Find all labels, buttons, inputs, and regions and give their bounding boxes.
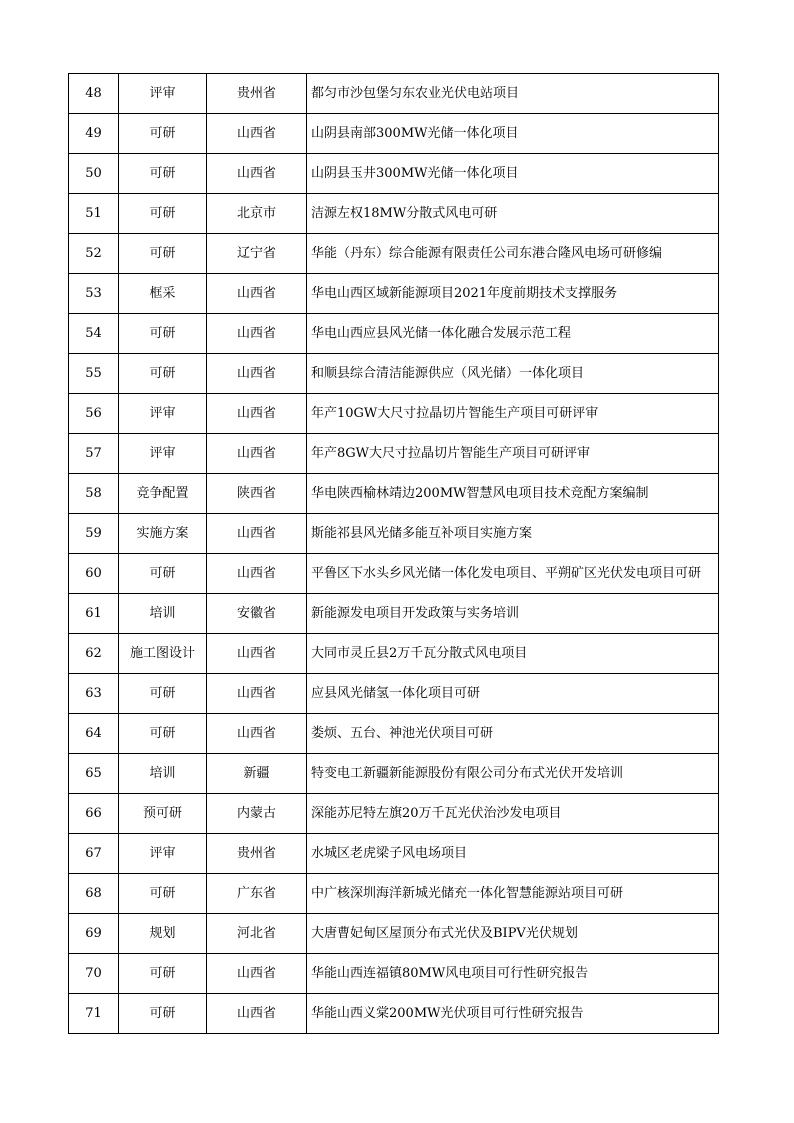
work-type-cell: 可研 <box>119 314 207 354</box>
province-cell: 山西省 <box>207 274 307 314</box>
project-name-cell: 深能苏尼特左旗20万千瓦光伏治沙发电项目 <box>307 794 719 834</box>
row-number-cell: 69 <box>69 914 119 954</box>
row-number-cell: 65 <box>69 754 119 794</box>
work-type-cell: 可研 <box>119 954 207 994</box>
row-number-cell: 53 <box>69 274 119 314</box>
row-number-cell: 51 <box>69 194 119 234</box>
table-row <box>69 394 719 434</box>
row-number-cell: 58 <box>69 474 119 514</box>
work-type-cell: 可研 <box>119 354 207 394</box>
province-cell: 山西省 <box>207 394 307 434</box>
row-number-cell: 62 <box>69 634 119 674</box>
province-cell: 山西省 <box>207 554 307 594</box>
province-cell: 山西省 <box>207 154 307 194</box>
work-type-cell: 可研 <box>119 674 207 714</box>
row-number-cell: 56 <box>69 394 119 434</box>
row-number-cell: 71 <box>69 994 119 1034</box>
project-table <box>68 73 719 1034</box>
province-cell: 山西省 <box>207 514 307 554</box>
row-number-cell: 54 <box>69 314 119 354</box>
province-cell: 山西省 <box>207 434 307 474</box>
province-cell: 陕西省 <box>207 474 307 514</box>
row-number-cell: 67 <box>69 834 119 874</box>
table-row <box>69 794 719 834</box>
project-name-cell: 年产10GW大尺寸拉晶切片智能生产项目可研评审 <box>307 394 719 434</box>
province-cell: 山西省 <box>207 674 307 714</box>
row-number-cell: 61 <box>69 594 119 634</box>
table-row <box>69 234 719 274</box>
row-number-cell: 50 <box>69 154 119 194</box>
province-cell: 山西省 <box>207 994 307 1034</box>
work-type-cell: 评审 <box>119 834 207 874</box>
province-cell: 新疆 <box>207 754 307 794</box>
work-type-cell: 可研 <box>119 874 207 914</box>
table-row <box>69 154 719 194</box>
province-cell: 山西省 <box>207 114 307 154</box>
project-name-cell: 年产8GW大尺寸拉晶切片智能生产项目可研评审 <box>307 434 719 474</box>
project-name-cell: 平鲁区下水头乡风光储一体化发电项目、平朔矿区光伏发电项目可研 <box>307 554 719 594</box>
project-name-cell: 娄烦、五台、神池光伏项目可研 <box>307 714 719 754</box>
project-name-cell: 山阴县南部300MW光储一体化项目 <box>307 114 719 154</box>
work-type-cell: 可研 <box>119 554 207 594</box>
work-type-cell: 可研 <box>119 114 207 154</box>
row-number-cell: 64 <box>69 714 119 754</box>
table-row <box>69 554 719 594</box>
work-type-cell: 预可研 <box>119 794 207 834</box>
row-number-cell: 52 <box>69 234 119 274</box>
row-number-cell: 63 <box>69 674 119 714</box>
province-cell: 内蒙古 <box>207 794 307 834</box>
work-type-cell: 施工图设计 <box>119 634 207 674</box>
table-row <box>69 114 719 154</box>
work-type-cell: 规划 <box>119 914 207 954</box>
project-table-body <box>69 74 719 1034</box>
project-name-cell: 华能（丹东）综合能源有限责任公司东港合隆风电场可研修编 <box>307 234 719 274</box>
province-cell: 山西省 <box>207 954 307 994</box>
work-type-cell: 评审 <box>119 74 207 114</box>
province-cell: 河北省 <box>207 914 307 954</box>
project-name-cell: 水城区老虎梁子风电场项目 <box>307 834 719 874</box>
table-row <box>69 354 719 394</box>
table-row <box>69 514 719 554</box>
row-number-cell: 48 <box>69 74 119 114</box>
table-row <box>69 994 719 1034</box>
row-number-cell: 70 <box>69 954 119 994</box>
row-number-cell: 59 <box>69 514 119 554</box>
table-row <box>69 714 719 754</box>
province-cell: 贵州省 <box>207 74 307 114</box>
project-name-cell: 华电陕西榆林靖边200MW智慧风电项目技术竞配方案编制 <box>307 474 719 514</box>
row-number-cell: 60 <box>69 554 119 594</box>
work-type-cell: 可研 <box>119 234 207 274</box>
row-number-cell: 55 <box>69 354 119 394</box>
work-type-cell: 可研 <box>119 714 207 754</box>
table-row <box>69 194 719 234</box>
project-name-cell: 新能源发电项目开发政策与实务培训 <box>307 594 719 634</box>
project-name-cell: 华能山西连福镇80MW风电项目可行性研究报告 <box>307 954 719 994</box>
province-cell: 山西省 <box>207 314 307 354</box>
project-name-cell: 和顺县综合清洁能源供应（风光储）一体化项目 <box>307 354 719 394</box>
table-row <box>69 954 719 994</box>
province-cell: 贵州省 <box>207 834 307 874</box>
work-type-cell: 框采 <box>119 274 207 314</box>
table-row <box>69 74 719 114</box>
project-name-cell: 特变电工新疆新能源股份有限公司分布式光伏开发培训 <box>307 754 719 794</box>
province-cell: 山西省 <box>207 714 307 754</box>
row-number-cell: 68 <box>69 874 119 914</box>
work-type-cell: 可研 <box>119 154 207 194</box>
work-type-cell: 评审 <box>119 434 207 474</box>
province-cell: 广东省 <box>207 874 307 914</box>
work-type-cell: 可研 <box>119 994 207 1034</box>
work-type-cell: 实施方案 <box>119 514 207 554</box>
row-number-cell: 66 <box>69 794 119 834</box>
table-row <box>69 434 719 474</box>
table-row <box>69 594 719 634</box>
table-row <box>69 634 719 674</box>
row-number-cell: 57 <box>69 434 119 474</box>
project-name-cell: 大唐曹妃甸区屋顶分布式光伏及BIPV光伏规划 <box>307 914 719 954</box>
work-type-cell: 评审 <box>119 394 207 434</box>
province-cell: 安徽省 <box>207 594 307 634</box>
work-type-cell: 培训 <box>119 594 207 634</box>
project-name-cell: 大同市灵丘县2万千瓦分散式风电项目 <box>307 634 719 674</box>
table-row <box>69 754 719 794</box>
table-row <box>69 914 719 954</box>
table-row <box>69 674 719 714</box>
project-name-cell: 中广核深圳海洋新城光储充一体化智慧能源站项目可研 <box>307 874 719 914</box>
project-name-cell: 都匀市沙包堡匀东农业光伏电站项目 <box>307 74 719 114</box>
work-type-cell: 培训 <box>119 754 207 794</box>
province-cell: 北京市 <box>207 194 307 234</box>
table-row <box>69 474 719 514</box>
work-type-cell: 竞争配置 <box>119 474 207 514</box>
province-cell: 山西省 <box>207 354 307 394</box>
project-name-cell: 洁源左权18MW分散式风电可研 <box>307 194 719 234</box>
project-name-cell: 华能山西义棠200MW光伏项目可行性研究报告 <box>307 994 719 1034</box>
table-row <box>69 834 719 874</box>
project-name-cell: 斯能祁县风光储多能互补项目实施方案 <box>307 514 719 554</box>
project-name-cell: 山阴县玉井300MW光储一体化项目 <box>307 154 719 194</box>
work-type-cell: 可研 <box>119 194 207 234</box>
project-name-cell: 华电山西区域新能源项目2021年度前期技术支撑服务 <box>307 274 719 314</box>
table-row <box>69 874 719 914</box>
project-name-cell: 华电山西应县风光储一体化融合发展示范工程 <box>307 314 719 354</box>
row-number-cell: 49 <box>69 114 119 154</box>
table-row <box>69 314 719 354</box>
table-row <box>69 274 719 314</box>
project-name-cell: 应县风光储氢一体化项目可研 <box>307 674 719 714</box>
province-cell: 山西省 <box>207 634 307 674</box>
province-cell: 辽宁省 <box>207 234 307 274</box>
